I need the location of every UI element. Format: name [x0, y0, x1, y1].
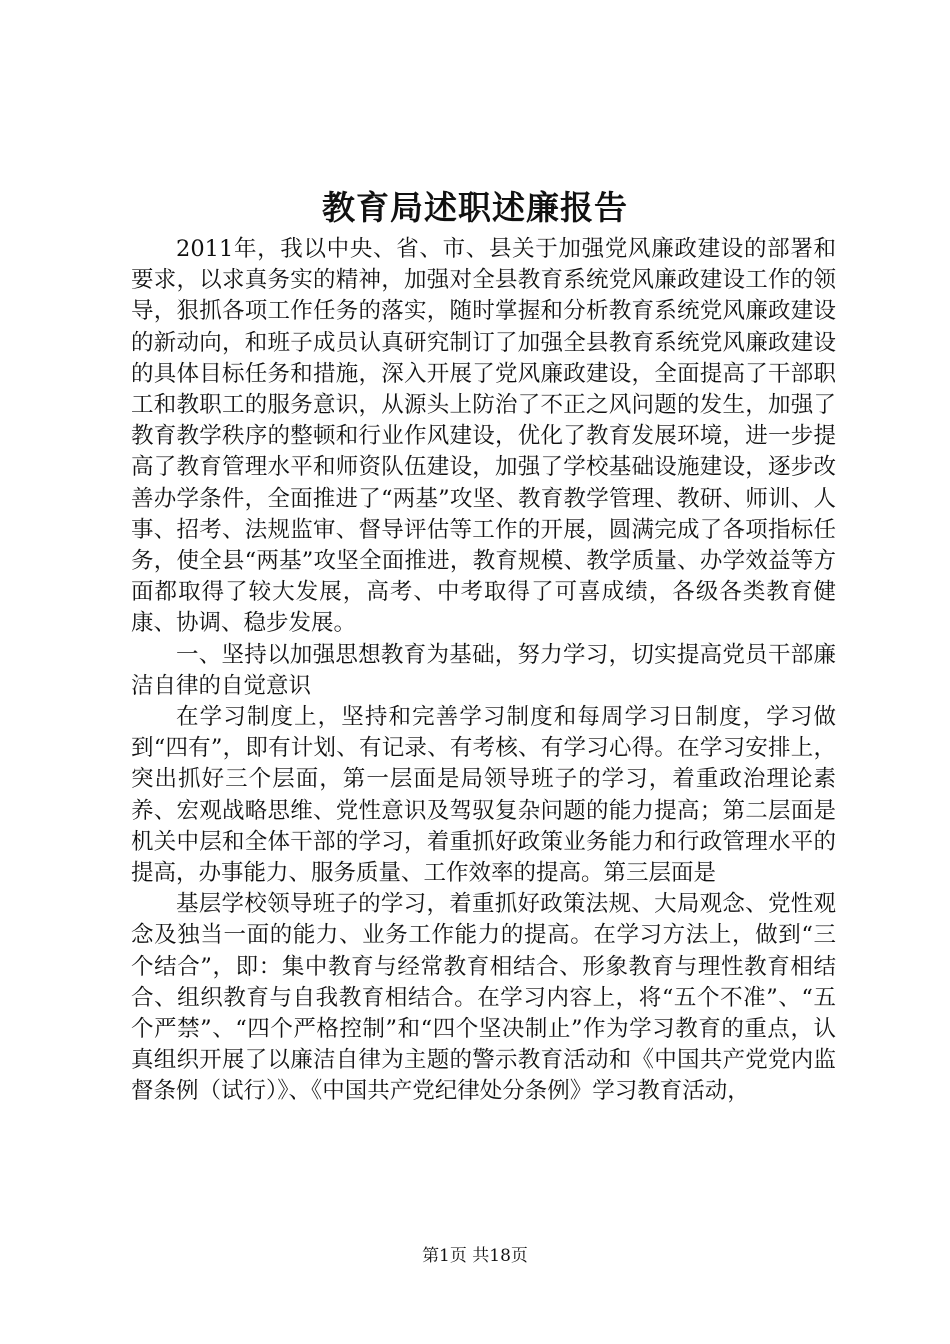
- body-paragraph: 在学习制度上，坚持和完善学习制度和每周学习日制度，学习做到“四有”，即有计划、有记录、有考核、有学习心得。在学习安排上，突出抓好三个层面，第一层面是局领导班子的学习，着重政治理论素养、宏观战略思维、党性意识及驾驭复杂问题的能力提高；第二层面是机关中层和全体干部的学习，着重抓好政策业务能力和行政管理水平的提高，办事能力、服务质量、工作效率的提高。第三层面是: [131, 704, 836, 887]
- section-heading: 一、坚持以加强思想教育为基础，努力学习，切实提高党员干部廉洁自律的自觉意识: [131, 641, 836, 699]
- document-title: 教育局述职述廉报告: [322, 188, 628, 227]
- body-paragraph: 基层学校领导班子的学习，着重抓好政策法规、大局观念、党性观念及独当一面的能力、业务工作能力的提高。在学习方法上，做到“三个结合”，即：集中教育与经常教育相结合、形象教育与理性教育相结合、组织教育与自我教育相结合。在学习内容上，将“五个不准”、“五个严禁”、“四个严格控制”和“四个坚决制止”作为学习教育的重点，认真组织开展了以廉洁自律为主题的警示教育活动和《中国共产党党内监督条例（试行）》、《中国共产党纪律处分条例》学习教育活动，: [131, 891, 836, 1105]
- body-paragraph: 2011年，我以中央、省、市、县关于加强党风廉政建设的部署和要求，以求真务实的精神，加强对全县教育系统党风廉政建设工作的领导，狠抓各项工作任务的落实，随时掌握和分析教育系统党风廉政建设的新动向，和班子成员认真研究制订了加强全县教育系统党风廉政建设的具体目标任务和措施，深入开展了党风廉政建设，全面提高了干部职工和教职工的服务意识，从源头上防治了不正之风问题的发生，加强了教育教学秩序的整顿和行业作风建设，优化了教育发展环境，进一步提高了教育管理水平和师资队伍建设，加强了学校基础设施建设，逐步改善办学条件，全面推进了“两基”攻坚、教育教学管理、教研、师训、人事、招考、法规监审、督导评估等工作的开展，圆满完成了各项指标任务，使全县“两基”攻坚全面推进，教育规模、教学质量、办学效益等方面都取得了较大发展，高考、中考取得了可喜成绩，各级各类教育健康、协调、稳步发展。: [131, 236, 836, 637]
- document-body: [131, 234, 836, 1108]
- page-number-footer: 第1页 共18页: [422, 1246, 528, 1266]
